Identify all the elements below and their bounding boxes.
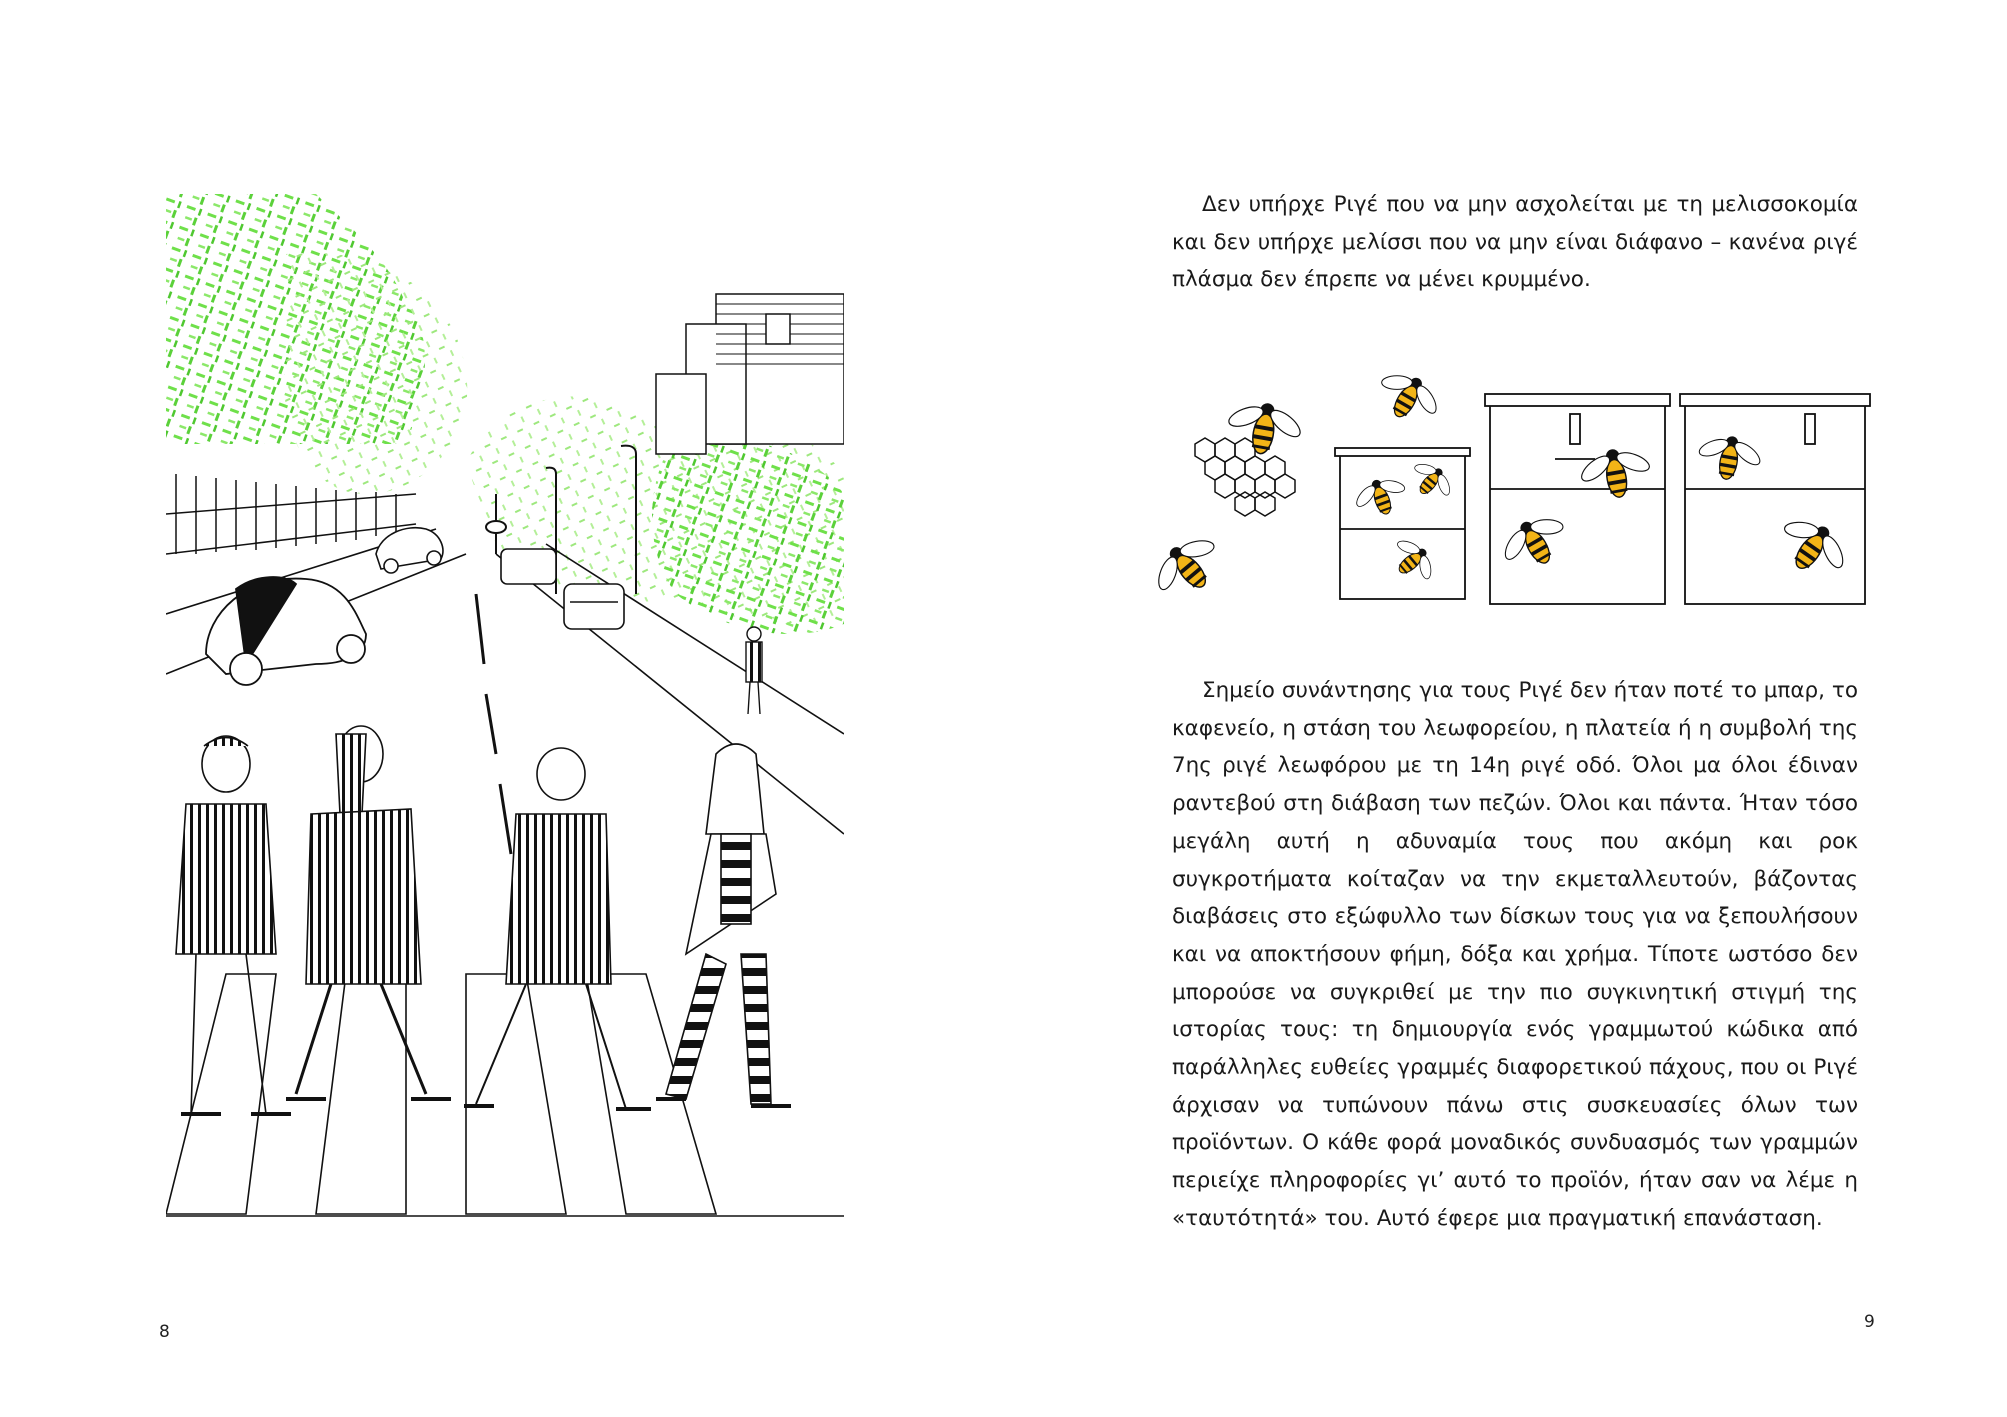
pedestrian-far <box>746 627 762 714</box>
building <box>656 294 844 454</box>
bee-icon <box>1155 525 1232 610</box>
bees-and-hives-illustration <box>1155 364 1875 612</box>
paragraph-crossing <box>1172 672 1858 1238</box>
page-number-left: 8 <box>159 1322 170 1342</box>
hive-small <box>1335 448 1470 599</box>
crosswalk <box>166 974 844 1216</box>
paragraph-beekeeping <box>1172 186 1858 299</box>
tree-left <box>166 194 467 494</box>
left-page <box>0 0 1003 1417</box>
bee-icon <box>1368 364 1448 433</box>
figure-4 <box>656 744 791 1106</box>
paragraph-2-text: Σημείο συνάντησης για τους Ριγέ δεν ήταν ποτέ το μπαρ, το καφενείο, η στάση του λεωφορείου, η πλατεία ή η συμβολή της 7ης ριγέ λεωφόρου με τη 14η ριγέ οδό. Όλοι μα όλοι έδιναν ραντεβού στη διάβαση των πεζών. Όλοι και πάντα. Ήταν τόσο μεγάλη αυτή η αδυναμία τους που ακόμη και ροκ συγκροτήματα κοίταζαν να την εκμεταλλευτούν, βάζοντας διαβάσεις στο εξώφυλλο των δίσκων τους για να ξεπουλήσουν και να αποκτήσουν φήμη, δόξα και χρήμα. Τίποτε ωστόσο δεν μπορούσε να συγκριθεί με την πιο συγκινητική στιγμή της ιστορίας τους: τη δημιουργία ενός γραμμωτού κώδικα από παράλληλες ευθείες γραμμές διαφορετικού πάχους, που οι Ριγέ άρχισαν να τυπώνουν πάνω στις συσκευασίες όλων των προϊόντων. Ο κάθε φορά μοναδικός συνδυασμός των γραμμών περιείχε πληροφορίες γι’ αυτό το προϊόν, ήταν σαν να λέμε η «ταυτότητά» του. Αυτό έφερε μια πραγματική επανάσταση. <box>1172 678 1858 1231</box>
hive-large-1 <box>1485 394 1670 604</box>
hive-large-2 <box>1680 394 1870 604</box>
honeycomb <box>1195 438 1295 516</box>
street-crossing-illustration <box>166 194 844 1220</box>
paragraph-1-text: Δεν υπήρχε Ριγέ που να μην ασχολείται με τη μελισσοκομία και δεν υπήρχε μελίσσι που να μην είναι διάφανο – κανένα ριγέ πλάσμα δεν έπρεπε να μένει κρυμμένο. <box>1172 192 1858 293</box>
bee-icon <box>1221 396 1308 460</box>
page-number-right: 9 <box>1864 1312 1875 1332</box>
car-small-left <box>376 528 443 573</box>
